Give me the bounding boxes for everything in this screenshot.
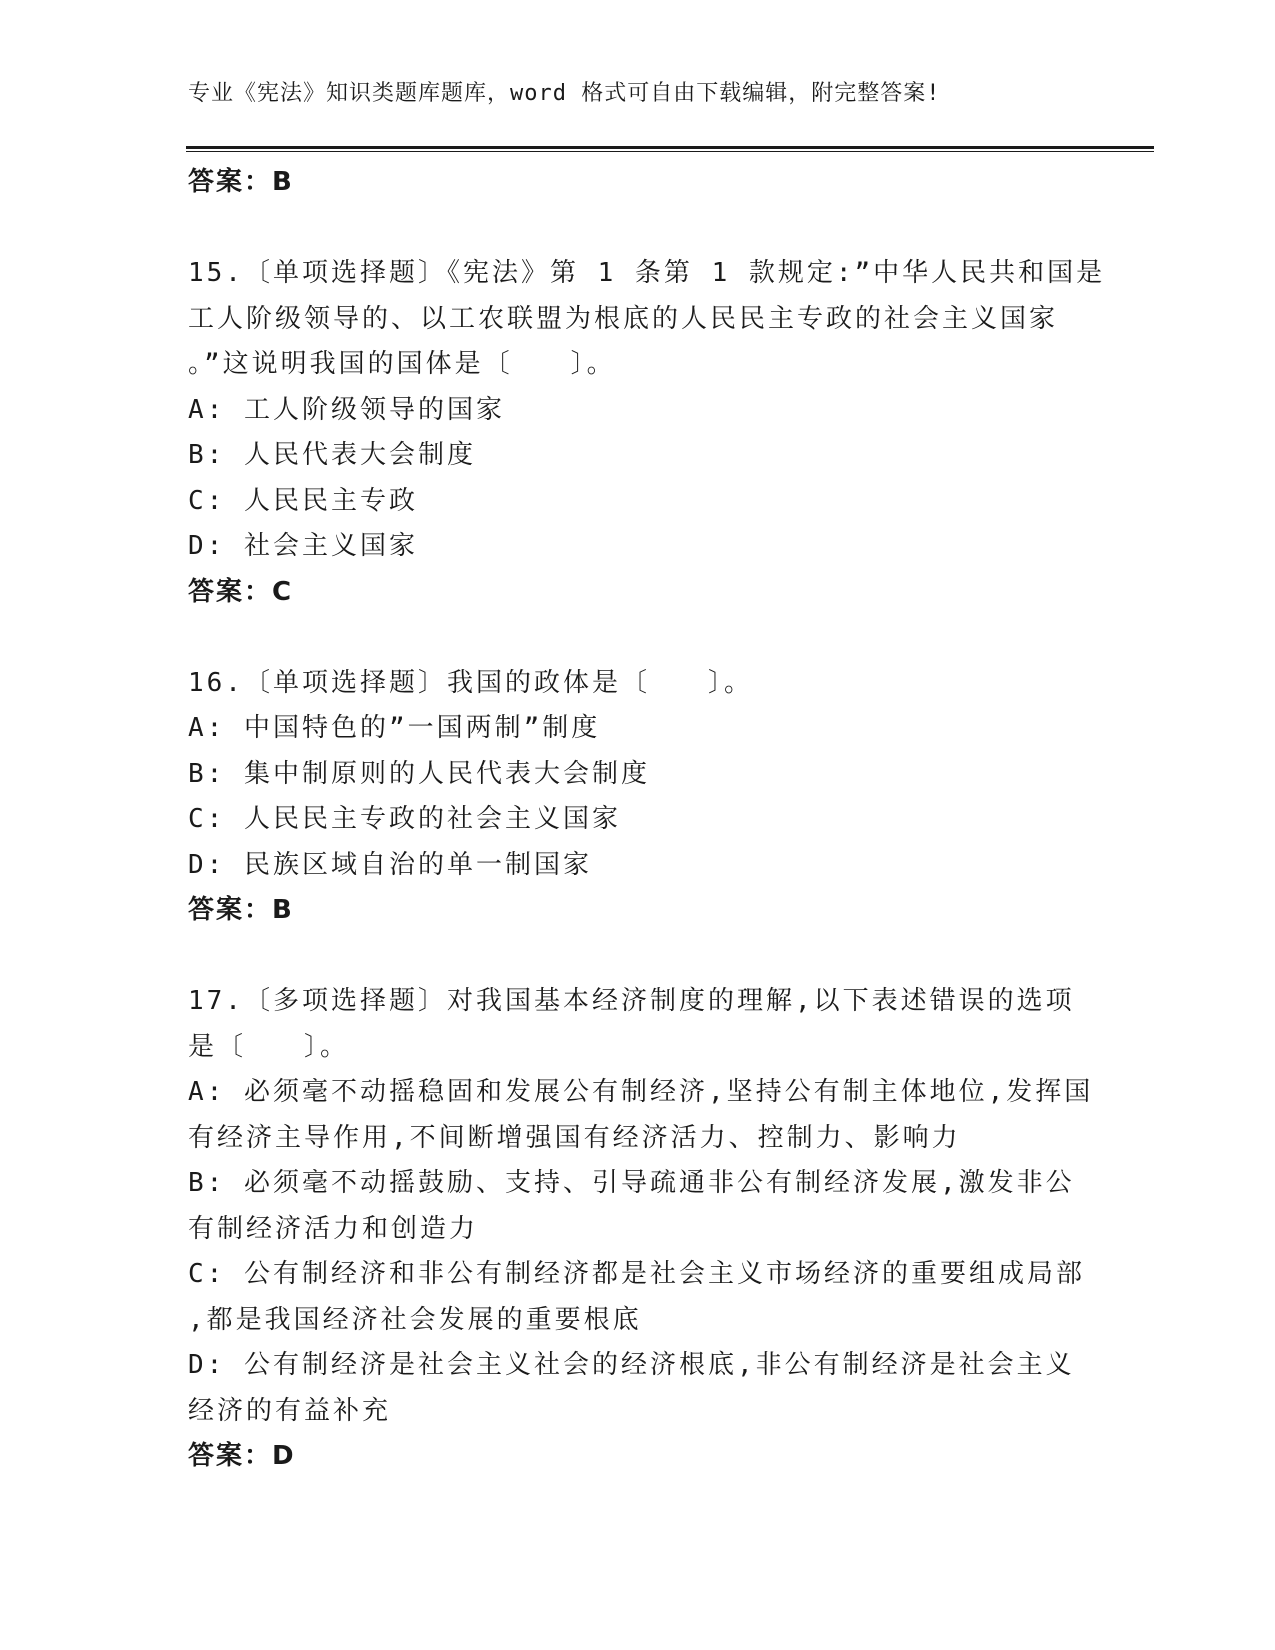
question-stem-line: 15.〔单项选择题〕《宪法》第 1 条第 1 款规定:”中华人民共和国是 [188,258,1106,288]
option-c: C: 人民民主专政 [188,485,418,516]
option-d-continued: 经济的有益补充 [188,1395,392,1426]
option-b: B: 人民代表大会制度 [188,440,476,470]
option-a: A: 必须毫不动摇稳固和发展公有制经济,坚持公有制主体地位,发挥国 [188,1077,1094,1107]
option-c: C: 公有制经济和非公有制经济都是社会主义市场经济的重要组成局部 [188,1259,1085,1289]
header-rule-thin [186,151,1154,152]
option-d: D: 公有制经济是社会主义社会的经济根底,非公有制经济是社会主义 [188,1350,1075,1380]
option-a: A: 中国特色的”一国两制”制度 [188,713,601,743]
option-b: B: 集中制原则的人民代表大会制度 [188,758,650,789]
option-d: D: 民族区域自治的单一制国家 [188,849,592,880]
question-15 [188,251,1106,615]
question-stem-line: 。”这说明我国的国体是〔 〕。 [188,349,616,379]
question-stem-line: 16.〔单项选择题〕我国的政体是〔 〕。 [188,667,753,698]
answer-line: 答案：B [188,895,294,925]
answer-line: 答案：C [188,576,294,607]
question-stem-line: 17.〔多项选择题〕对我国基本经济制度的理解,以下表述错误的选项 [188,986,1075,1016]
option-c: C: 人民民主专政的社会主义国家 [188,804,621,834]
option-a: A: 工人阶级领导的国家 [188,394,505,425]
spacer [188,206,1078,252]
question-stem-line: 工人阶级领导的、以工农联盟为根底的人民民主专政的社会主义国家 [188,303,1059,334]
option-a-continued: 有经济主导作用,不间断增强国有经济活力、控制力、影响力 [188,1122,961,1153]
option-b-continued: 有制经济活力和创造力 [188,1213,479,1244]
page-header: 专业《宪法》知识类题库题库，word 格式可自由下载编辑，附完整答案! [188,81,941,106]
previous-answer: 答案：B [188,167,294,197]
answer-line: 答案：D [188,1441,296,1471]
spacer [188,615,1078,661]
option-b: B: 必须毫不动摇鼓励、支持、引导疏通非公有制经济发展,激发非公 [188,1168,1075,1198]
question-17 [188,979,1094,1480]
question-list [188,160,1106,1480]
question-16 [188,661,1078,934]
question-stem-line: 是〔 〕。 [188,1031,350,1062]
option-d: D: 社会主义国家 [188,531,418,561]
header-rule [186,146,1154,149]
option-c-continued: ,都是我国经济社会发展的重要根底 [188,1304,642,1335]
spacer [188,934,1078,980]
